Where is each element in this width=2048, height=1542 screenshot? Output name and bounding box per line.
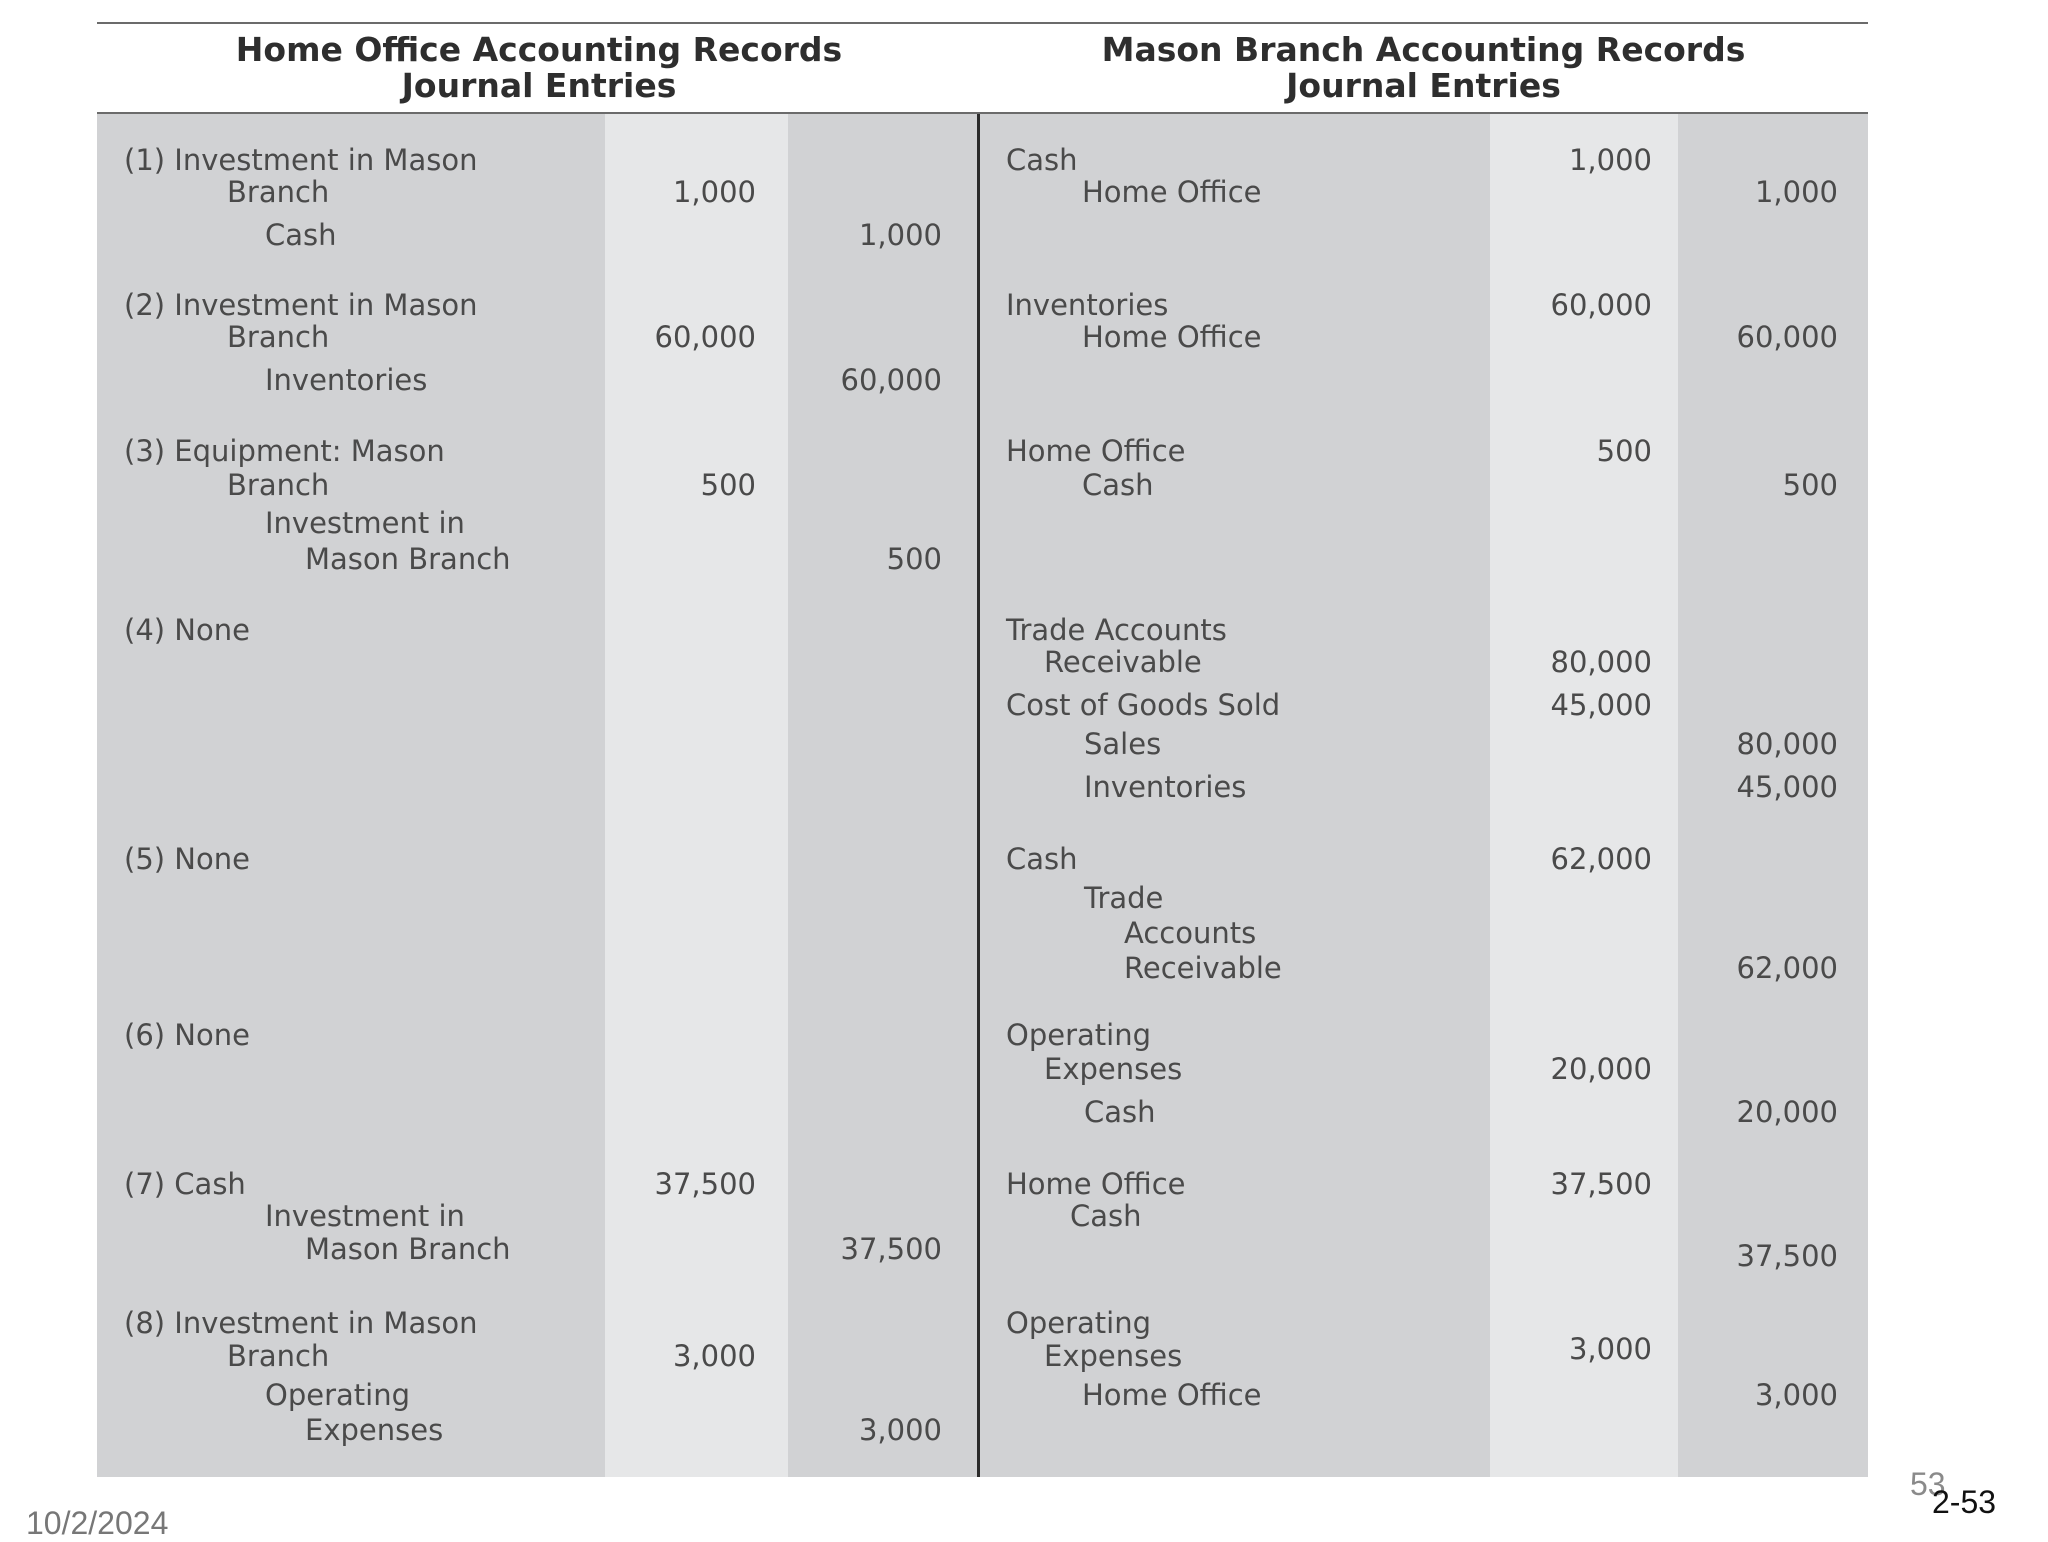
account-line: Operating: [265, 1378, 410, 1412]
account-line: Expenses: [305, 1413, 444, 1447]
debit-amount: 45,000: [1550, 688, 1652, 722]
debit-amount: 3,000: [1568, 1332, 1652, 1366]
credit-amount: 3,000: [858, 1413, 942, 1447]
account-line: Cash: [1084, 1095, 1156, 1129]
account-line: Mason Branch: [305, 1232, 511, 1266]
debit-amount: 62,000: [1550, 842, 1652, 876]
credit-amount: 1,000: [1754, 175, 1838, 209]
home-debit-column: [605, 114, 788, 1477]
account-line: Inventories: [1006, 288, 1169, 322]
account-line: Cash: [1006, 143, 1078, 177]
debit-amount: 1,000: [1568, 143, 1652, 177]
debit-amount: 1,000: [672, 175, 756, 209]
column-divider: [977, 114, 980, 1477]
journal-entries-table: [97, 22, 1868, 1477]
account-line: Investment in: [265, 506, 465, 540]
credit-amount: 3,000: [1754, 1378, 1838, 1412]
account-line: Mason Branch: [305, 542, 511, 576]
account-line: Investment in: [265, 1199, 465, 1233]
account-line: Accounts: [1124, 916, 1257, 950]
branch-header: [979, 32, 1868, 104]
account-line: Inventories: [265, 363, 428, 397]
debit-amount: 500: [1596, 434, 1652, 468]
account-line: Cash: [1006, 842, 1078, 876]
account-line: (5) None: [124, 842, 250, 876]
account-line: (7) Cash: [124, 1167, 246, 1201]
credit-amount: 37,500: [840, 1232, 942, 1266]
account-line: Inventories: [1084, 770, 1247, 804]
account-line: Branch: [227, 175, 330, 209]
credit-amount: 20,000: [1736, 1095, 1838, 1129]
account-line: Cash: [265, 218, 337, 252]
credit-amount: 60,000: [840, 363, 942, 397]
account-line: Cost of Goods Sold: [1006, 688, 1281, 722]
account-line: (3) Equipment: Mason: [124, 434, 445, 468]
credit-amount: 500: [1782, 468, 1838, 502]
debit-amount: 60,000: [654, 320, 756, 354]
account-line: Home Office: [1082, 320, 1262, 354]
account-line: (8) Investment in Mason: [124, 1306, 478, 1340]
home-office-subtitle: Journal Entries: [401, 66, 677, 105]
account-line: Cash: [1070, 1199, 1142, 1233]
account-line: Operating: [1006, 1306, 1151, 1340]
debit-amount: 500: [700, 468, 756, 502]
credit-amount: 60,000: [1736, 320, 1838, 354]
credit-amount: 62,000: [1736, 951, 1838, 985]
account-line: Sales: [1084, 727, 1162, 761]
debit-amount: 37,500: [1550, 1167, 1652, 1201]
account-line: Home Office: [1082, 1378, 1262, 1412]
branch-title: Mason Branch Accounting Records: [1101, 30, 1746, 69]
account-line: Trade: [1084, 881, 1164, 915]
branch-subtitle: Journal Entries: [1286, 66, 1561, 105]
credit-amount: 500: [886, 542, 942, 576]
account-line: Trade Accounts: [1006, 613, 1227, 647]
credit-amount: 45,000: [1736, 770, 1838, 804]
slide-date: 10/2/2024: [26, 1505, 169, 1541]
account-line: (6) None: [124, 1018, 250, 1052]
debit-amount: 37,500: [654, 1167, 756, 1201]
credit-amount: 1,000: [858, 218, 942, 252]
debit-amount: 20,000: [1550, 1052, 1652, 1086]
account-line: (4) None: [124, 613, 250, 647]
account-line: Home Office: [1006, 434, 1186, 468]
account-line: Receivable: [1044, 645, 1202, 679]
debit-amount: 60,000: [1550, 288, 1652, 322]
account-line: Receivable: [1124, 951, 1282, 985]
top-rule: [97, 22, 1868, 24]
account-line: Branch: [227, 1339, 330, 1373]
account-line: Home Office: [1082, 175, 1262, 209]
account-line: Expenses: [1044, 1339, 1183, 1373]
home-office-header: [97, 32, 981, 104]
slide-number: 2-53: [1932, 1484, 1997, 1520]
account-line: Branch: [227, 320, 330, 354]
credit-amount: 80,000: [1736, 727, 1838, 761]
debit-amount: 80,000: [1550, 645, 1652, 679]
account-line: Operating: [1006, 1018, 1151, 1052]
account-line: Cash: [1082, 468, 1154, 502]
home-office-title: Home Office Accounting Records: [235, 30, 843, 69]
account-line: (2) Investment in Mason: [124, 288, 478, 322]
home-credit-column: [788, 114, 977, 1477]
account-line: Expenses: [1044, 1052, 1183, 1086]
credit-amount: 37,500: [1736, 1239, 1838, 1273]
page-number: 53: [1910, 1466, 1946, 1502]
debit-amount: 3,000: [672, 1339, 756, 1373]
account-line: (1) Investment in Mason: [124, 143, 478, 177]
account-line: Home Office: [1006, 1167, 1186, 1201]
account-line: Branch: [227, 468, 330, 502]
